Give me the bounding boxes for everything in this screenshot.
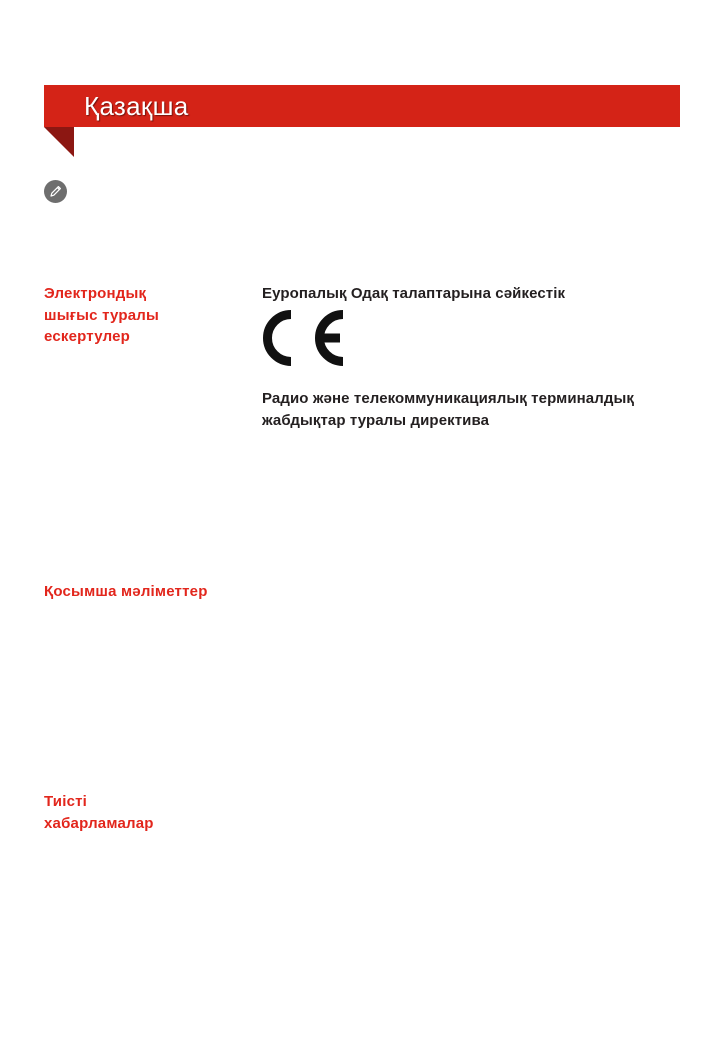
heading-line: ескертулер	[44, 328, 131, 345]
directive-line: жабдықтар туралы директива	[262, 411, 490, 429]
rtte-directive-title	[262, 388, 682, 431]
pencil-icon	[44, 180, 67, 203]
heading-line: Электрондық	[44, 285, 147, 302]
heading-line: хабарламалар	[44, 814, 154, 832]
heading-line: шығыс туралы	[44, 306, 159, 324]
ce-mark-icon	[262, 310, 348, 366]
eu-compliance-title	[262, 283, 682, 305]
pencil-note-icon	[44, 180, 67, 203]
section-heading-notices	[44, 791, 244, 834]
page-title: Қазақша	[84, 91, 189, 121]
eu-compliance-title-text: Еуропалық Одақ талаптарына сәйкестік	[262, 285, 566, 302]
banner-fold-corner	[44, 127, 74, 157]
directive-line: Радио және телекоммуникациялық терминалдық	[262, 390, 635, 407]
heading-line: Қосымша мәліметтер	[44, 583, 208, 600]
section-heading-emissions	[44, 283, 244, 348]
heading-line: Тиісті	[44, 793, 88, 810]
section-heading-additional	[44, 581, 244, 603]
